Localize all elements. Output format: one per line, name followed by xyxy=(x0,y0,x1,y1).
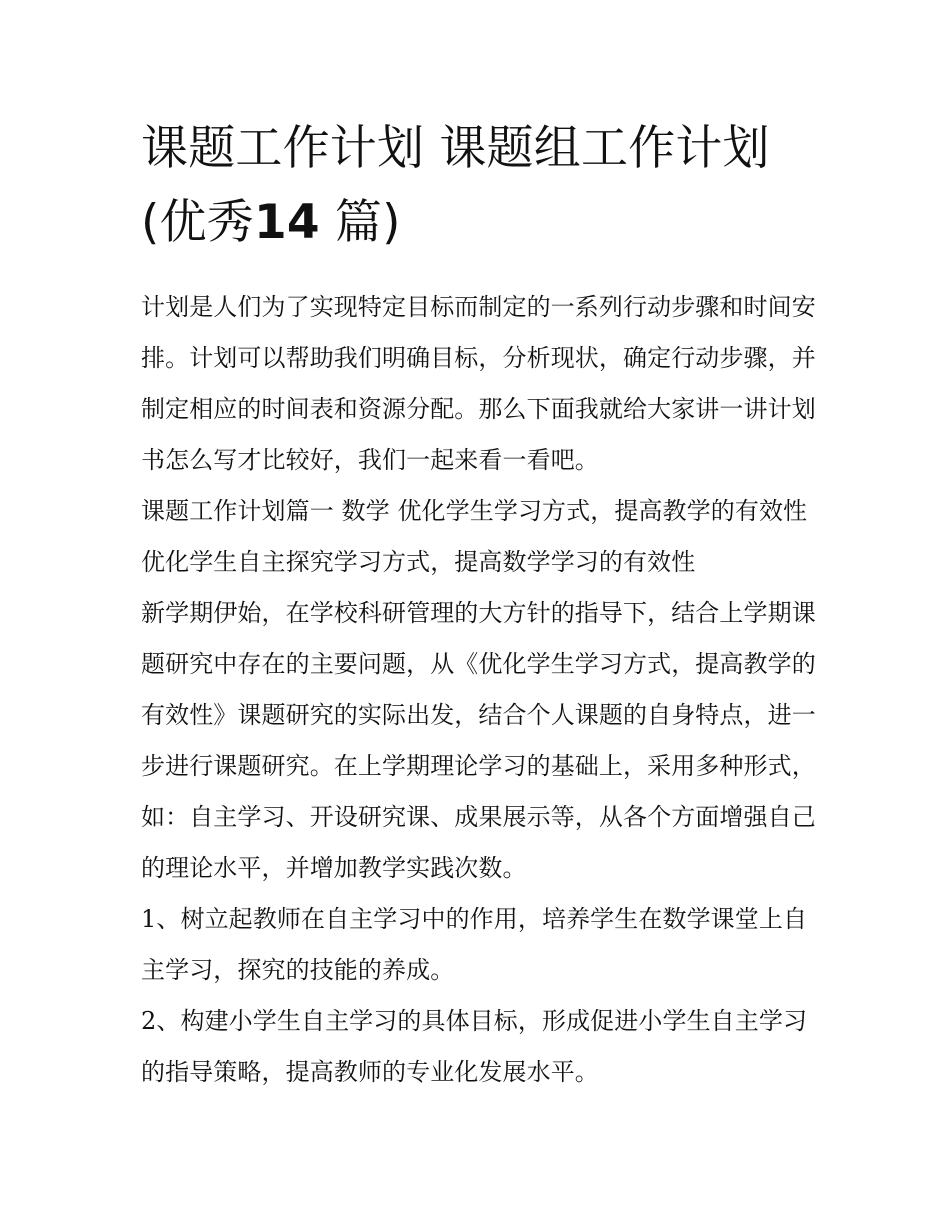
list-item-2: 2、构建小学生自主学习的具体目标，形成促进小学生自主学习的指导策略，提高教师的专业化发展水平。 xyxy=(141,1007,808,1086)
title-number: 14 xyxy=(253,195,320,250)
title-text-part2: 篇) xyxy=(334,195,401,250)
section-heading-paragraph: 课题工作计划篇一 数学 优化学生学习方式，提高教学的有效性 优化学生自主探究学习方式，提高数学学习的有效性 xyxy=(141,497,808,576)
title-text-part1: 课题工作计划 课题组工作计划(优秀 xyxy=(141,121,770,250)
document-title xyxy=(141,112,821,260)
intro-paragraph: 计划是人们为了实现特定目标而制定的一系列行动步骤和时间安排。计划可以帮助我们明确目标，分析现状，确定行动步骤，并制定相应的时间表和资源分配。那么下面我就给大家讲一讲计划书怎么写才比较好，我们一起来看一看吧。 xyxy=(141,293,816,474)
document-body xyxy=(141,112,821,1098)
body-paragraph: 新学期伊始，在学校科研管理的大方针的指导下，结合上学期课题研究中存在的主要问题，从《优化学生学习方式，提高教学的有效性》课题研究的实际出发，结合个人课题的自身特点，进一步进行课题研究。在上学期理论学习的基础上，采用多种形式，如：自主学习、开设研究课、成果展示等，从各个方面增强自己的理论水平，并增加教学实践次数。 xyxy=(141,599,816,882)
list-item-1: 1、树立起教师在自主学习中的作用，培养学生在数学课堂上自主学习，探究的技能的养成。 xyxy=(141,905,808,984)
